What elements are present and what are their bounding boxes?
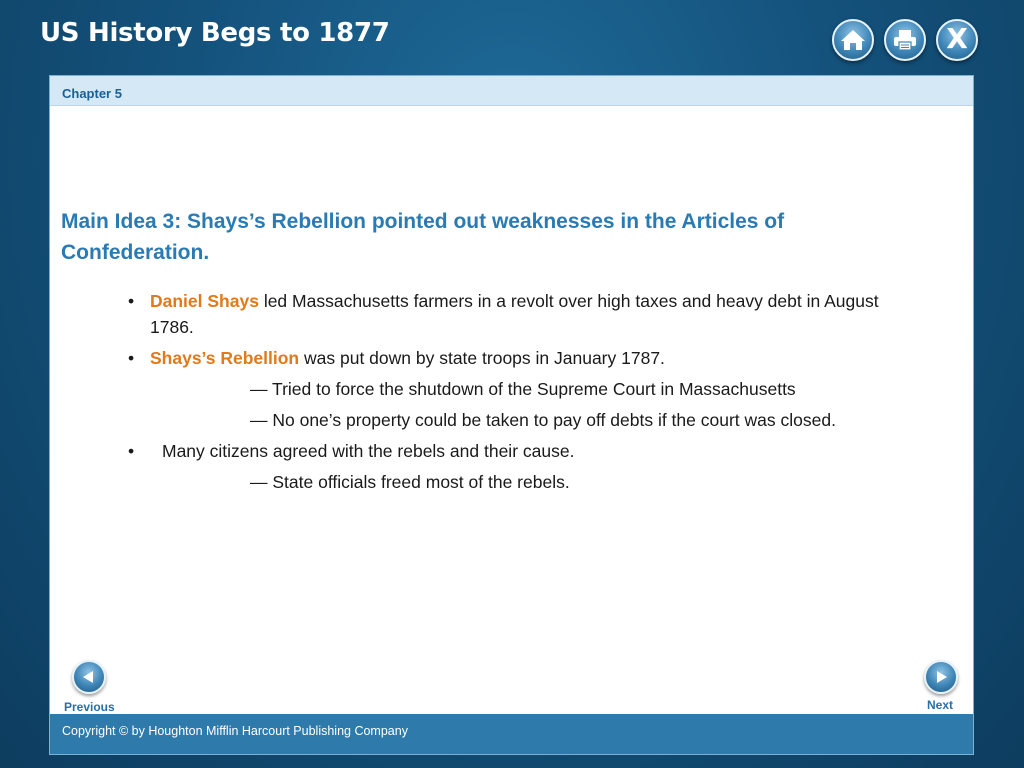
- next-label[interactable]: Next: [927, 698, 954, 712]
- print-icon: [892, 28, 918, 52]
- arrow-right-icon: [933, 669, 949, 685]
- bullet-marker: •: [128, 441, 135, 461]
- copyright-footer: Copyright © by Houghton Mifflin Harcourt Publishing Company: [50, 714, 973, 754]
- print-button[interactable]: [884, 19, 926, 61]
- home-icon: [840, 28, 866, 52]
- bullet-text: led Massachusetts farmers in a revolt over high taxes and heavy debt in August 1786.: [150, 291, 879, 337]
- sub-point: — Tried to force the shutdown of the Supreme Court in Massachusetts: [250, 379, 796, 399]
- top-toolbar: [832, 19, 978, 61]
- bullet-text: was put down by state troops in January 1787.: [299, 348, 665, 368]
- arrow-left-icon: [81, 669, 97, 685]
- main-idea-heading: Main Idea 3: Shays’s Rebellion pointed out weaknesses in the Articles of Confederation.: [61, 210, 785, 264]
- key-term-daniel-shays: Daniel Shays: [150, 291, 259, 311]
- bullet-list: [128, 288, 918, 500]
- chapter-label: Chapter 5: [50, 76, 973, 106]
- bullet-marker: •: [128, 291, 135, 311]
- bullet-item: [128, 345, 918, 371]
- close-icon: X: [946, 22, 968, 55]
- key-term-shays-rebellion: Shays’s Rebellion: [150, 348, 300, 368]
- sub-point: — No one’s property could be taken to pay off debts if the court was closed.: [250, 410, 836, 430]
- previous-button[interactable]: [72, 660, 106, 694]
- home-button[interactable]: [832, 19, 874, 61]
- bullet-item: [128, 288, 918, 340]
- bullet-item: [128, 438, 918, 464]
- close-button[interactable]: [936, 19, 978, 61]
- app-title: US History Begs to 1877: [40, 18, 390, 48]
- next-button[interactable]: [924, 660, 958, 694]
- previous-label[interactable]: Previous: [64, 700, 115, 714]
- bullet-marker: •: [128, 348, 135, 368]
- sub-point: — State officials freed most of the rebels.: [250, 472, 570, 492]
- content-panel: [50, 76, 973, 754]
- bullet-text: Many citizens agreed with the rebels and their cause.: [162, 441, 575, 461]
